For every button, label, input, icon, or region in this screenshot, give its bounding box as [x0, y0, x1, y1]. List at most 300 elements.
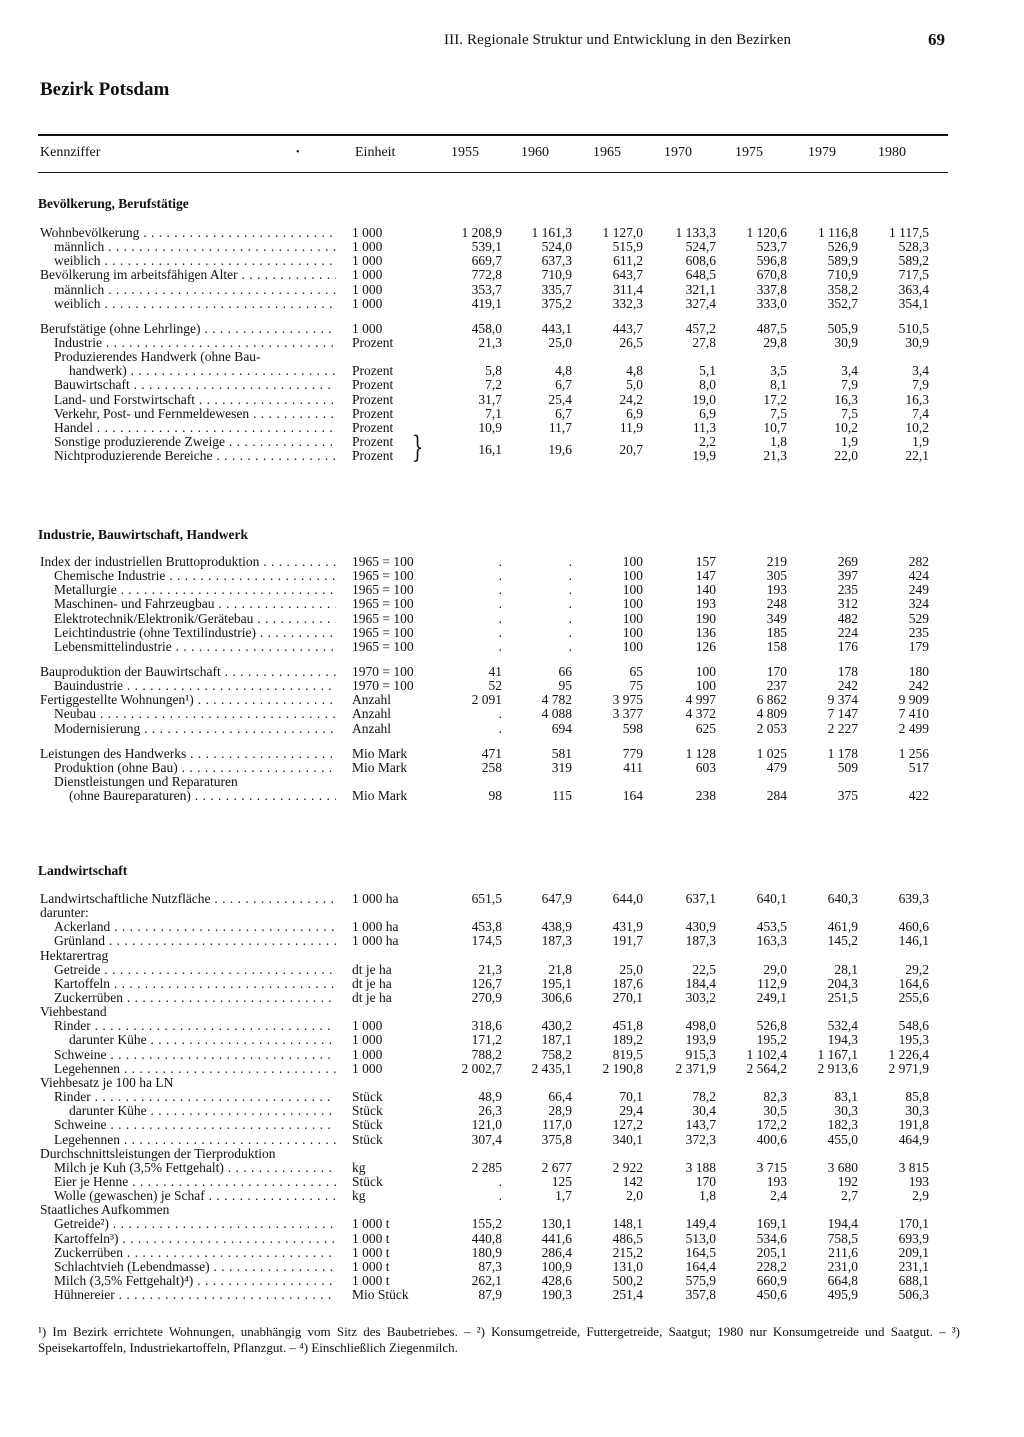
cell-value: 170,1 [898, 1216, 929, 1231]
cell-value: 242 [837, 678, 858, 693]
row-unit: 1 000 [352, 225, 383, 240]
row-unit: 1 000 ha [352, 891, 399, 906]
column-header-year: 1955 [451, 145, 479, 160]
cell-value: . [568, 596, 572, 611]
row-unit: 1 000 [352, 1061, 383, 1076]
row-unit: Anzahl [352, 692, 391, 707]
cell-value: 1,8 [699, 1188, 716, 1203]
row-label: Maschinen- und Fahrzeugbau . . . [54, 597, 336, 611]
row-label: weiblich . . . [54, 254, 336, 268]
row-label: Wolle (gewaschen) je Schaf . . . [54, 1189, 336, 1203]
table-row [0, 707, 1024, 721]
row-unit: 1 000 [352, 1047, 383, 1062]
cell-value: 9 374 [827, 692, 858, 707]
cell-value: 131,0 [612, 1259, 643, 1274]
row-unit: Prozent [352, 377, 394, 392]
cell-value: 7 147 [827, 706, 858, 721]
row-label: Metallurgie . . . [54, 583, 336, 597]
cell-value: . [568, 639, 572, 654]
row-unit: 1 000 [352, 296, 383, 311]
column-header-year: 1975 [735, 145, 763, 160]
cell-value: . [568, 568, 572, 583]
cell-value: 100 [622, 639, 643, 654]
table-row [0, 393, 1024, 407]
cell-value: 7 410 [898, 706, 929, 721]
row-label: Leistungen des Handwerks . . . [40, 747, 336, 761]
cell-value: 7,5 [841, 406, 858, 421]
cell-value: 262,1 [471, 1273, 502, 1288]
cell-value: 443,7 [612, 321, 643, 336]
cell-value: 164,4 [685, 1259, 716, 1274]
cell-value: 500,2 [612, 1273, 643, 1288]
table-row [0, 934, 1024, 948]
cell-value: 172,2 [756, 1117, 787, 1132]
cell-value: 286,4 [541, 1245, 572, 1260]
cell-value: . [498, 625, 502, 640]
cell-value: 515,9 [612, 239, 643, 254]
row-unit: Prozent [352, 363, 394, 378]
cell-value: 375,8 [541, 1132, 572, 1147]
cell-value: 2 053 [756, 721, 787, 736]
cell-value: 526,9 [827, 239, 858, 254]
cell-value: 915,3 [685, 1047, 716, 1062]
cell-value: 146,1 [898, 933, 929, 948]
cell-value: 693,9 [898, 1231, 929, 1246]
column-header-year: 1960 [521, 145, 549, 160]
cell-value: 3 975 [612, 692, 643, 707]
table-row [0, 597, 1024, 611]
cell-value: 191,8 [898, 1117, 929, 1132]
cell-value: 70,1 [619, 1089, 643, 1104]
cell-value: 324 [908, 596, 929, 611]
cell-value: 455,0 [827, 1132, 858, 1147]
cell-value: 235 [908, 625, 929, 640]
table-row [0, 350, 1024, 364]
cell-value: 10,2 [905, 420, 929, 435]
cell-value: 428,6 [541, 1273, 572, 1288]
row-label: Legehennen . . . [54, 1133, 336, 1147]
cell-value: 532,4 [827, 1018, 858, 1033]
table-row [0, 991, 1024, 1005]
table-row [0, 722, 1024, 736]
cell-value: 178 [837, 664, 858, 679]
table-row [0, 1133, 1024, 1147]
cell-value: . [498, 554, 502, 569]
cell-value: 29,2 [905, 962, 929, 977]
cell-value: 194,3 [827, 1032, 858, 1047]
row-label: Elektrotechnik/Elektronik/Gerätebau . . . [54, 612, 336, 626]
cell-value: 608,6 [685, 253, 716, 268]
cell-value: 231,0 [827, 1259, 858, 1274]
row-unit: 1 000 t [352, 1273, 390, 1288]
cell-value: 28,9 [548, 1103, 572, 1118]
cell-value: 479 [766, 760, 787, 775]
row-label: weiblich . . . [54, 297, 336, 311]
cell-value: 75 [629, 678, 643, 693]
cell-value: 337,8 [756, 282, 787, 297]
row-label: Modernisierung . . . [54, 722, 336, 736]
row-unit: Anzahl [352, 706, 391, 721]
row-unit: 1 000 [352, 267, 383, 282]
cell-value: 100 [622, 568, 643, 583]
table-row [0, 892, 1024, 906]
cell-value: 185 [766, 625, 787, 640]
cell-value: 648,5 [685, 267, 716, 282]
cell-value: 758,2 [541, 1047, 572, 1062]
cell-value: 2 499 [898, 721, 929, 736]
cell-value: 528,3 [898, 239, 929, 254]
cell-value: 26,3 [478, 1103, 502, 1118]
table-row [0, 283, 1024, 297]
column-header-year: 1980 [878, 145, 906, 160]
cell-value: 2 971,9 [888, 1061, 929, 1076]
row-label: Milch (3,5% Fettgehalt)⁴) . . . [54, 1274, 336, 1288]
cell-value: 1 178 [827, 746, 858, 761]
row-unit: 1970 = 100 [352, 664, 414, 679]
cell-value: 758,5 [827, 1231, 858, 1246]
row-label: Schweine . . . [54, 1048, 336, 1062]
row-label: Verkehr, Post- und Fernmeldewesen . . . [54, 407, 336, 421]
cell-value: 438,9 [541, 919, 572, 934]
cell-value: 505,9 [827, 321, 858, 336]
cell-value: 440,8 [471, 1231, 502, 1246]
cell-value: 242 [908, 678, 929, 693]
cell-value: 7,1 [485, 406, 502, 421]
cell-value: 25,4 [548, 392, 572, 407]
cell-value: . [498, 582, 502, 597]
cell-value: 1 025 [756, 746, 787, 761]
table-row [0, 640, 1024, 654]
cell-value: 372,3 [685, 1132, 716, 1147]
row-label: darunter Kühe . . . [69, 1104, 336, 1118]
table-row [0, 421, 1024, 435]
row-label: Produzierendes Handwerk (ohne Bau- [54, 350, 261, 364]
cell-value: 2 564,2 [746, 1061, 787, 1076]
cell-value: . [498, 611, 502, 626]
row-label: Chemische Industrie . . . [54, 569, 336, 583]
table-row [0, 1246, 1024, 1260]
cell-value: 305 [766, 568, 787, 583]
row-label: Bevölkerung im arbeitsfähigen Alter . . . [40, 268, 336, 282]
cell-value: 25,0 [619, 962, 643, 977]
row-label: Rinder . . . [54, 1090, 336, 1104]
cell-value: 603 [695, 760, 716, 775]
cell-value: 443,1 [541, 321, 572, 336]
row-unit: dt je ha [352, 990, 392, 1005]
cell-value: 164,6 [898, 976, 929, 991]
cell-value: 2 371,9 [675, 1061, 716, 1076]
cell-value: 363,4 [898, 282, 929, 297]
row-unit: Mio Stück [352, 1287, 409, 1302]
cell-value: 430,2 [541, 1018, 572, 1033]
cell-value: 157 [695, 554, 716, 569]
cell-value: 349 [766, 611, 787, 626]
cell-value: 625 [695, 721, 716, 736]
cell-value: 231,1 [898, 1259, 929, 1274]
cell-value: 2 002,7 [461, 1061, 502, 1076]
row-unit: 1 000 [352, 239, 383, 254]
table-row [0, 626, 1024, 640]
row-unit: 1 000 [352, 1032, 383, 1047]
row-unit: 1 000 [352, 253, 383, 268]
cell-value: 48,9 [478, 1089, 502, 1104]
cell-value: 180 [908, 664, 929, 679]
cell-value: 130,1 [541, 1216, 572, 1231]
row-label: Zuckerrüben . . . [54, 991, 336, 1005]
cell-value: 669,7 [471, 253, 502, 268]
brace-symbol: } [411, 430, 424, 465]
row-unit: Stück [352, 1132, 383, 1147]
cell-value: 461,9 [827, 919, 858, 934]
cell-value: 27,8 [692, 335, 716, 350]
row-label: Industrie . . . [54, 336, 336, 350]
cell-value: 126 [695, 639, 716, 654]
section-title: Landwirtschaft [38, 863, 128, 878]
cell-value: . [498, 639, 502, 654]
cell-value: 498,0 [685, 1018, 716, 1033]
row-unit: Stück [352, 1103, 383, 1118]
cell-value: 596,8 [756, 253, 787, 268]
row-label: Berufstätige (ohne Lehrlinge) . . . [40, 322, 336, 336]
cell-value: 11,9 [619, 420, 643, 435]
cell-value: 1,7 [555, 1188, 572, 1203]
cell-value: 26,5 [619, 335, 643, 350]
row-label: Schweine . . . [54, 1118, 336, 1132]
cell-value: 52 [488, 678, 502, 693]
cell-value: 270,1 [612, 990, 643, 1005]
cell-value: 1 161,3 [531, 225, 572, 240]
table-row [0, 665, 1024, 679]
cell-value: 30,3 [834, 1103, 858, 1118]
cell-value: 205,1 [756, 1245, 787, 1260]
cell-value: 121,0 [471, 1117, 502, 1132]
cell-value: 487,5 [756, 321, 787, 336]
section-title: Bevölkerung, Berufstätige [38, 196, 189, 211]
cell-value: 332,3 [612, 296, 643, 311]
cell-value: 95 [558, 678, 572, 693]
cell-value: . [498, 568, 502, 583]
cell-value: . [568, 554, 572, 569]
cell-value: 195,3 [898, 1032, 929, 1047]
table-row [0, 1274, 1024, 1288]
cell-value: 581 [551, 746, 572, 761]
cell-value: 11,7 [548, 420, 572, 435]
cell-value: 2,4 [770, 1188, 787, 1203]
cell-value: 710,9 [827, 267, 858, 282]
table-row [0, 364, 1024, 378]
row-label: männlich . . . [54, 283, 336, 297]
row-label: darunter Kühe . . . [69, 1033, 336, 1047]
cell-value: 548,6 [898, 1018, 929, 1033]
row-label: Schlachtvieh (Lebendmasse) . . . [54, 1260, 336, 1274]
cell-value: 87,3 [478, 1259, 502, 1274]
cell-value: 228,2 [756, 1259, 787, 1274]
cell-value: 311,4 [613, 282, 643, 297]
cell-value: 464,9 [898, 1132, 929, 1147]
row-unit: Mio Mark [352, 760, 408, 775]
cell-value: 100 [622, 611, 643, 626]
cell-value: 397 [837, 568, 858, 583]
cell-value: 3 715 [756, 1160, 787, 1175]
table-row [0, 240, 1024, 254]
cell-value: 7,2 [485, 377, 502, 392]
cell-value: 430,9 [685, 919, 716, 934]
table-row [0, 1118, 1024, 1132]
cell-value: 29,8 [763, 335, 787, 350]
cell-value: 30,9 [834, 335, 858, 350]
row-label: Kartoffeln . . . [54, 977, 336, 991]
cell-value: 1 167,1 [817, 1047, 858, 1062]
cell-value: 375,2 [541, 296, 572, 311]
cell-value: 29,4 [619, 1103, 643, 1118]
cell-value: 353,7 [471, 282, 502, 297]
cell-value: 453,5 [756, 919, 787, 934]
table-row [0, 747, 1024, 761]
table-row [0, 906, 1024, 920]
cell-value: 6,7 [555, 406, 572, 421]
cell-value: 10,7 [763, 420, 787, 435]
cell-value: 140 [695, 582, 716, 597]
cell-value: 30,3 [905, 1103, 929, 1118]
table-row [0, 583, 1024, 597]
cell-value: 238 [695, 788, 716, 803]
cell-value: 4 088 [541, 706, 572, 721]
cell-value: 1 256 [898, 746, 929, 761]
cell-value: 126,7 [471, 976, 502, 991]
cell-value: 29,0 [763, 962, 787, 977]
cell-value: 1 208,9 [461, 225, 502, 240]
row-unit: Mio Mark [352, 788, 408, 803]
cell-value: 100 [622, 582, 643, 597]
cell-value: 4 372 [685, 706, 716, 721]
row-label: Legehennen . . . [54, 1062, 336, 1076]
cell-value: 21,3 [478, 335, 502, 350]
cell-value: 193 [695, 596, 716, 611]
row-unit: Stück [352, 1089, 383, 1104]
row-label: Bauproduktion der Bauwirtschaft . . . [40, 665, 336, 679]
cell-value: 640,3 [827, 891, 858, 906]
row-label: Milch je Kuh (3,5% Fettgehalt) . . . [54, 1161, 336, 1175]
cell-value: 2 285 [471, 1160, 502, 1175]
row-label: Handel . . . [54, 421, 336, 435]
cell-value: 2 913,6 [817, 1061, 858, 1076]
row-label: Index der industriellen Bruttoproduktion . . . [40, 555, 336, 569]
cell-value: 4 809 [756, 706, 787, 721]
table-header-rule [38, 172, 948, 173]
cell-value: 4,8 [626, 363, 643, 378]
cell-value: 2 190,8 [602, 1061, 643, 1076]
cell-value: 7,9 [841, 377, 858, 392]
cell-value: 11,3 [692, 420, 716, 435]
row-label: Viehbestand [40, 1005, 107, 1019]
row-unit: 1965 = 100 [352, 554, 414, 569]
cell-value: 182,3 [827, 1117, 858, 1132]
cell-value: 66 [558, 664, 572, 679]
row-label: Rinder . . . [54, 1019, 336, 1033]
cell-value: 529 [908, 611, 929, 626]
cell-value: 1,9 [841, 434, 858, 449]
cell-value: 643,7 [612, 267, 643, 282]
cell-value: 694 [551, 721, 572, 736]
row-label: Zuckerrüben . . . [54, 1246, 336, 1260]
cell-value: 664,8 [827, 1273, 858, 1288]
cell-value: 2,7 [841, 1188, 858, 1203]
cell-value: 2,9 [912, 1188, 929, 1203]
cell-value: 158 [766, 639, 787, 654]
cell-value: 327,4 [685, 296, 716, 311]
row-label: Durchschnittsleistungen der Tierproduktion [40, 1147, 276, 1161]
cell-value: 2 091 [471, 692, 502, 707]
cell-value: 145,2 [827, 933, 858, 948]
cell-value: 307,4 [471, 1132, 502, 1147]
row-label: Hühnereier . . . [54, 1288, 336, 1302]
cell-value: 482 [837, 611, 858, 626]
table-row [0, 1076, 1024, 1090]
table-row [0, 1104, 1024, 1118]
cell-value: 1 133,3 [675, 225, 716, 240]
cell-value: 1 102,4 [746, 1047, 787, 1062]
table-top-rule [38, 134, 948, 136]
cell-value: 303,2 [685, 990, 716, 1005]
cell-value: 164 [622, 788, 643, 803]
table-row [0, 1147, 1024, 1161]
cell-value: 258 [481, 760, 502, 775]
row-unit: 1 000 [352, 1018, 383, 1033]
cell-value: 1 117,5 [889, 225, 929, 240]
table-row [0, 1033, 1024, 1047]
cell-value: 670,8 [756, 267, 787, 282]
cell-value: 321,1 [685, 282, 716, 297]
table-row [0, 963, 1024, 977]
cell-value: 41 [488, 664, 502, 679]
merged-cell-value: 20,7 [619, 442, 643, 457]
cell-value: 333,0 [756, 296, 787, 311]
table-row [0, 226, 1024, 240]
cell-value: . [498, 1188, 502, 1203]
cell-value: 352,7 [827, 296, 858, 311]
cell-value: 306,6 [541, 990, 572, 1005]
table-row [0, 1260, 1024, 1274]
table-row [0, 1019, 1024, 1033]
cell-value: 772,8 [471, 267, 502, 282]
cell-value: 575,9 [685, 1273, 716, 1288]
cell-value: 6,9 [626, 406, 643, 421]
cell-value: 2 435,1 [531, 1061, 572, 1076]
row-label: Land- und Forstwirtschaft . . . [54, 393, 336, 407]
cell-value: 644,0 [612, 891, 643, 906]
cell-value: 4 997 [685, 692, 716, 707]
row-label: männlich . . . [54, 240, 336, 254]
cell-value: 441,6 [541, 1231, 572, 1246]
cell-value: 6,7 [555, 377, 572, 392]
cell-value: 187,3 [685, 933, 716, 948]
cell-value: 335,7 [541, 282, 572, 297]
cell-value: 164,5 [685, 1245, 716, 1260]
cell-value: 457,2 [685, 321, 716, 336]
cell-value: 100 [622, 596, 643, 611]
cell-value: 219 [766, 554, 787, 569]
cell-value: 4,8 [555, 363, 572, 378]
row-unit: 1 000 ha [352, 933, 399, 948]
cell-value: 28,1 [834, 962, 858, 977]
cell-value: . [498, 1174, 502, 1189]
row-unit: 1 000 [352, 282, 383, 297]
cell-value: 2 227 [827, 721, 858, 736]
table-header-row [0, 145, 1024, 163]
row-label: Viehbesatz je 100 ha LN [40, 1076, 174, 1090]
cell-value: 193 [908, 1174, 929, 1189]
cell-value: 237 [766, 678, 787, 693]
